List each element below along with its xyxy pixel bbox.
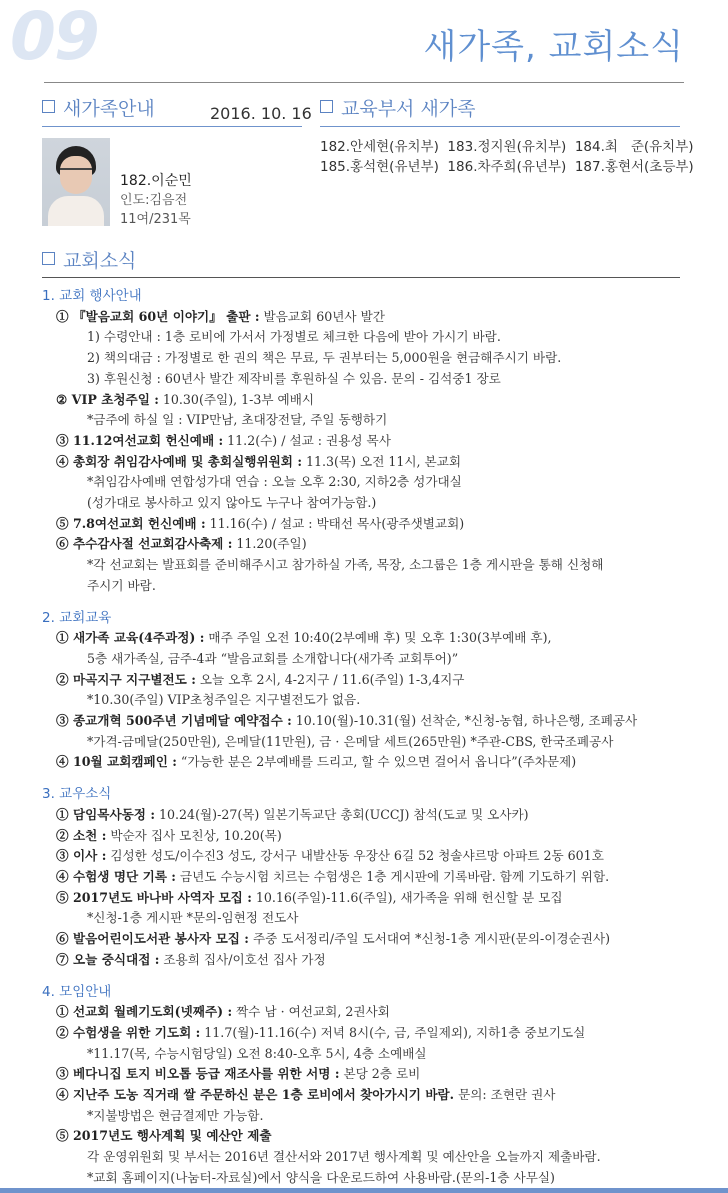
news-item (42, 555, 692, 576)
news-item-title: ④ 수험생 명단 기록 : (56, 868, 176, 884)
news-item-title: ⑥ 추수감사절 선교회감사축제 : (56, 536, 233, 552)
member-photo (42, 138, 110, 226)
page-title: 새가족, 교회소식 (423, 27, 684, 67)
education-heading-text: 교육부서 새가족 (341, 98, 476, 120)
news-item-text: 본당 2층 로비 (339, 1066, 421, 1082)
news-item-text: 1) 수령안내 : 1층 로비에 가서서 가정별로 체크한 다음에 받아 가시기 바람. (87, 329, 501, 345)
news-item-title: ③ 이사 : (56, 848, 107, 864)
divider (44, 82, 684, 83)
news-item (42, 752, 692, 773)
news-item-title: ⑤ 2017년도 행사계획 및 예산안 제출 (56, 1128, 272, 1144)
news-item-text: 11.20(주일) (232, 536, 307, 552)
news-item-text: 11.2(수) / 설교 : 권용성 목사 (223, 432, 391, 448)
news-item-title: ① 담임목사동정 : (56, 806, 156, 822)
news-item (42, 1168, 692, 1189)
news-item (42, 1064, 692, 1085)
news-item-title: ③ 종교개혁 500주년 기념메달 예약접수 : (56, 713, 292, 729)
square-bullet-icon (42, 100, 55, 113)
news-item (42, 628, 692, 649)
member-group: 11여/231목 (120, 212, 191, 227)
education-rule (320, 126, 680, 127)
news-item (42, 493, 692, 514)
news-item-text: 5층 새가족실, 금주-4과 “발음교회를 소개합니다(새가족 교회투어)” (87, 650, 459, 666)
news-item (42, 1023, 692, 1044)
news-item-text: *10.30(주일) VIP초청주일은 지구별전도가 없음. (87, 692, 361, 708)
news-item-text: *각 선교회는 발표회를 준비해주시고 참가하실 가족, 목장, 소그룹은 1층 게시판을 통해 신청해 (87, 557, 604, 573)
news-item (42, 452, 692, 473)
news-item-text: 3) 후원신청 : 60년사 발간 제작비를 후원하실 수 있음. 문의 - 김석중1 장로 (87, 370, 501, 386)
news-category (42, 608, 692, 629)
news-item-text: 2. 교회교육 (42, 609, 112, 626)
news-item-title: ② VIP 초청주일 : (56, 391, 159, 407)
news-item (42, 867, 692, 888)
news-item (42, 846, 692, 867)
news-item-title: ⑦ 오늘 중식대접 : (56, 951, 160, 967)
news-item-text: 주시기 바람. (87, 577, 156, 593)
news-item-text: *11.17(목, 수능시험당일) 오전 8:40-오후 5시, 4층 소예배실 (87, 1045, 427, 1061)
news-item-text: 박순자 집사 모친상, 10.20(목) (106, 827, 282, 843)
news-item (42, 1085, 692, 1106)
square-bullet-icon (42, 252, 55, 265)
news-item-title: ⑤ 7.8여선교회 헌신예배 : (56, 515, 206, 531)
news-item (42, 369, 692, 390)
news-item (42, 390, 692, 411)
bulletin-date: 2016. 10. 16 (210, 104, 312, 123)
news-category (42, 982, 692, 1003)
news-item-text: 3. 교우소식 (42, 786, 112, 803)
news-item-text: *지불방법은 현금결제만 가능함. (87, 1107, 264, 1123)
news-item-text: *신청-1층 게시판 *문의-임현정 전도사 (87, 910, 299, 926)
news-item (42, 514, 692, 535)
news-item-text: 주중 도서정리/주일 도서대여 *신청-1층 게시판(문의-이경순권사) (248, 931, 610, 947)
news-category (42, 286, 692, 307)
news-item (42, 649, 692, 670)
news-item-text: 11.3(목) 오전 11시, 본교회 (301, 453, 462, 469)
news-rule (42, 277, 680, 278)
news-item-text: 짝수 남 · 여선교회, 2권사회 (232, 1004, 390, 1020)
news-item-title: ④ 10월 교회캠페인 : (56, 754, 177, 770)
news-item-title: ② 소천 : (56, 827, 107, 843)
news-item-text: 11.7(월)-11.16(수) 저녁 8시(수, 금, 주일제외), 지하1층 중보기도실 (200, 1024, 586, 1040)
square-bullet-icon (320, 100, 333, 113)
news-item-text: 2) 책의대금 : 가정별로 한 권의 책은 무료, 두 권부터는 5,000원을 현금해주시기 바람. (87, 350, 562, 366)
news-item-text: 각 운영위원회 및 부서는 2016년 결산서와 2017년 행사계획 및 예산안을 오늘까지 제출바람. (87, 1149, 601, 1165)
news-heading (42, 252, 136, 271)
news-item-text: 발음교회 60년사 발간 (259, 308, 385, 324)
news-item (42, 826, 692, 847)
news-item (42, 307, 692, 328)
news-item (42, 534, 692, 555)
news-item (42, 888, 692, 909)
education-heading (320, 100, 476, 119)
news-item (42, 929, 692, 950)
news-item-title: ③ 베다니집 토지 비오톱 등급 재조사를 위한 서명 : (56, 1066, 340, 1082)
news-item (42, 576, 692, 597)
news-item (42, 1106, 692, 1127)
new-family-rule (42, 126, 302, 127)
news-item-text: *취임감사예배 연합성가대 연습 : 오늘 오후 2:30, 지하2층 성가대실 (87, 474, 462, 490)
news-category (42, 784, 692, 805)
news-item-text: *금주에 하실 일 : VIP만남, 초대장전달, 주일 동행하기 (87, 412, 388, 428)
new-member-info (120, 172, 192, 229)
news-item-title: ④ 지난주 도농 직거래 쌀 주문하신 분은 1층 로비에서 찾아가시기 바람. (56, 1087, 455, 1103)
news-item (42, 711, 692, 732)
education-line-2: 185.홍석현(유년부) 186.차주희(유년부) 187.홍현서(초등부) (320, 159, 694, 175)
news-item-text: 10.16(주일)-11.6(주일), 새가족을 위해 헌신할 분 모집 (251, 889, 563, 905)
new-family-heading-text: 새가족안내 (63, 98, 155, 120)
news-item-title: ① 선교회 월례기도회(넷째주) : (56, 1004, 233, 1020)
news-item (42, 327, 692, 348)
news-item-text: 10.30(주일), 1-3부 예배시 (158, 391, 315, 407)
news-item-title: ④ 총회장 취임감사예배 및 총회실행위원회 : (56, 453, 302, 469)
news-item-title: ② 마곡지구 지구별전도 : (56, 671, 196, 687)
news-item (42, 1002, 692, 1023)
news-item-title: ③ 11.12여선교회 헌신예배 : (56, 432, 224, 448)
news-item (42, 1147, 692, 1168)
news-item-text: *가격-금메달(250만원), 은메달(11만원), 금 · 은메달 세트(265만원) *주관-CBS, 한국조폐공사 (87, 733, 614, 749)
news-item-text: (성가대로 봉사하고 있지 않아도 누구나 참여가능함.) (87, 495, 377, 511)
news-item-text: 1. 교회 행사안내 (42, 288, 142, 304)
news-item-text: 4. 모임안내 (42, 983, 112, 1000)
member-guide: 인도:김음전 (120, 193, 188, 208)
news-item-text: 오늘 오후 2시, 4-2지구 / 11.6(주일) 1-3,4지구 (195, 671, 465, 687)
news-item-title: ① 『발음교회 60년 이야기』 출판 : (56, 308, 260, 324)
news-item (42, 690, 692, 711)
news-item (42, 908, 692, 929)
news-item (42, 410, 692, 431)
church-news-list (42, 286, 692, 1189)
news-item (42, 348, 692, 369)
news-item (42, 950, 692, 971)
news-item-text: 10.24(월)-27(목) 일본기독교단 총회(UCCJ) 참석(도쿄 및 오사카) (155, 806, 529, 822)
news-item (42, 472, 692, 493)
page-number: 09 (10, 0, 98, 75)
news-item-text: 매주 주일 오전 10:40(2부예배 후) 및 오후 1:30(3부예배 후), (204, 630, 552, 646)
news-item (42, 670, 692, 691)
education-members (320, 137, 694, 177)
news-item-title: ⑤ 2017년도 바나바 사역자 모집 : (56, 889, 252, 905)
education-line-1: 182.안세현(유치부) 183.정지원(유치부) 184.최 준(유치부) (320, 139, 694, 155)
news-item-title: ① 새가족 교육(4주과정) : (56, 630, 205, 646)
news-item-text: 11.16(수) / 설교 : 박태선 목사(광주샛별교회) (205, 515, 465, 531)
news-item-text: 10.10(월)-10.31(월) 선착순, *신청-농협, 하나은행, 조폐공사 (291, 713, 638, 729)
news-item (42, 732, 692, 753)
news-item-title: ② 수험생을 위한 기도회 : (56, 1024, 201, 1040)
news-item-text: *교회 홈페이지(나눔터-자료실)에서 양식을 다운로드하여 사용바람.(문의-1층 사무실) (87, 1169, 555, 1185)
news-item-text: 조용희 집사/이호선 집사 가정 (159, 951, 326, 967)
bottom-bar (0, 1188, 728, 1193)
news-item-text: 김성한 성도/이수진3 성도, 강서구 내발산동 우장산 6길 52 청솔샤르망 아파트 2동 601호 (106, 848, 604, 864)
news-item (42, 1044, 692, 1065)
news-item-title: ⑥ 발음어린이도서관 봉사자 모집 : (56, 931, 249, 947)
news-heading-text: 교회소식 (63, 250, 137, 272)
news-item-text: “가능한 분은 2부예배를 드리고, 할 수 있으면 걸어서 옵니다”(주차문제) (176, 754, 577, 770)
news-item-text: 금년도 수능시험 치르는 수험생은 1층 게시판에 기록바람. 함께 기도하기 위함. (175, 868, 610, 884)
news-item-text: 문의: 조현란 권사 (454, 1087, 556, 1103)
member-name: 182.이순민 (120, 173, 192, 189)
news-item (42, 431, 692, 452)
news-item (42, 1126, 692, 1147)
news-item (42, 805, 692, 826)
new-family-heading (42, 100, 155, 119)
